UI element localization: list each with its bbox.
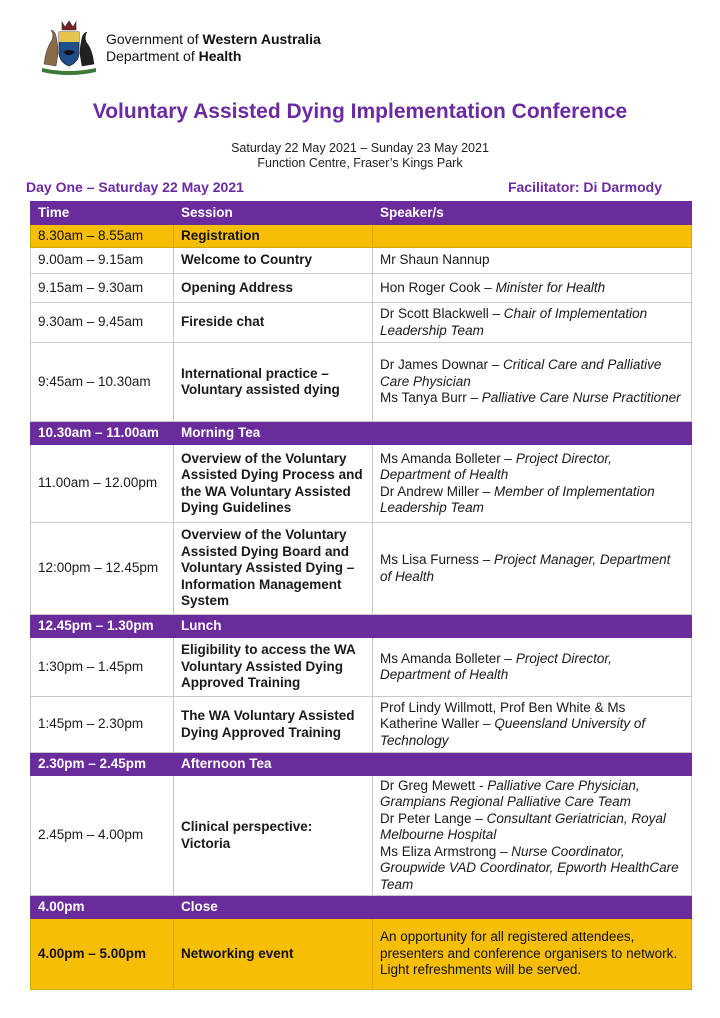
speaker-name: Prof Lindy Willmott, Prof Ben White & Ms Katherine Waller – xyxy=(380,699,626,732)
speaker-entry xyxy=(380,811,684,844)
table-row xyxy=(31,523,692,615)
row-speakers xyxy=(373,919,692,990)
table-row xyxy=(31,896,692,919)
speaker-name: Ms Lisa Furness – xyxy=(380,552,495,567)
row-speakers xyxy=(373,697,692,753)
row-session: The WA Voluntary Assisted Dying Approved Training xyxy=(174,697,373,753)
row-speakers xyxy=(373,638,692,697)
speaker-name: Ms Amanda Bolleter – xyxy=(380,650,516,666)
speaker-name: Ms Eliza Armstrong – xyxy=(380,843,512,859)
speaker-role: Nurse Coordinator, Groupwide VAD Coordinator, Epworth HealthCare Team xyxy=(380,843,679,892)
table-row xyxy=(31,697,692,753)
row-session: Clinical perspective: Victoria xyxy=(174,776,373,896)
page-title: Voluntary Assisted Dying Implementation Conference xyxy=(92,100,628,123)
row-speakers xyxy=(373,776,692,896)
table-row xyxy=(31,615,692,638)
speaker-name: Hon Roger Cook – xyxy=(380,279,496,295)
speaker-role: Palliative Care Physician, Grampians Regional Palliative Care Team xyxy=(380,777,640,810)
speaker-entry xyxy=(380,844,684,894)
row-session: Opening Address xyxy=(174,274,373,303)
table-header-row xyxy=(31,202,692,225)
speaker-role: Project Manager, Department of Health xyxy=(380,552,671,584)
row-speakers xyxy=(373,523,692,615)
org-line1-bold: Western Australia xyxy=(202,31,321,47)
row-time: 12.45pm – 1.30pm xyxy=(31,615,174,638)
speaker-name: Ms Amanda Bolleter – xyxy=(380,450,516,466)
row-speakers xyxy=(373,615,692,638)
row-session: Eligibility to access the WA Voluntary Assisted Dying Approved Training xyxy=(174,638,373,697)
row-speakers xyxy=(373,248,692,274)
row-speakers xyxy=(373,343,692,422)
row-time: 1:45pm – 2.30pm xyxy=(31,697,174,753)
conference-dates: Saturday 22 May 2021 – Sunday 23 May 2021 xyxy=(231,141,489,155)
table-row xyxy=(31,225,692,248)
row-time: 9.30am – 9.45am xyxy=(31,303,174,343)
row-time: 9.00am – 9.15am xyxy=(31,248,174,274)
row-time: 4.00pm xyxy=(31,896,174,919)
table-row xyxy=(31,422,692,445)
row-time: 1:30pm – 1.45pm xyxy=(31,638,174,697)
speaker-role: Minister for Health xyxy=(495,279,606,295)
table-row xyxy=(31,776,692,896)
header-speakers: Speaker/s xyxy=(373,202,692,225)
speaker-role: Project Director, Department of Health xyxy=(380,450,612,482)
speaker-role: Member of Implementation Leadership Team xyxy=(380,483,655,515)
org-name xyxy=(106,31,321,65)
row-speakers xyxy=(373,445,692,523)
day-label: Day One – Saturday 22 May 2021 xyxy=(26,179,244,195)
header-session: Session xyxy=(174,202,373,225)
row-speakers xyxy=(373,422,692,445)
row-session: Afternoon Tea xyxy=(174,753,373,776)
row-time: 4.00pm – 5.00pm xyxy=(31,919,174,990)
table-row xyxy=(31,753,692,776)
networking-refreshments: Light refreshments will be served. xyxy=(380,962,582,978)
header-time: Time xyxy=(31,202,174,225)
row-speakers xyxy=(373,274,692,303)
row-time: 12:00pm – 12.45pm xyxy=(31,523,174,615)
row-time: 9:45am – 10.30am xyxy=(31,343,174,422)
speaker-role: Queensland University of Technology xyxy=(380,716,646,748)
row-time: 2.45pm – 4.00pm xyxy=(31,776,174,896)
table-row xyxy=(31,445,692,523)
speaker-entry xyxy=(380,357,684,390)
row-time: 9.15am – 9.30am xyxy=(31,274,174,303)
row-speakers xyxy=(373,225,692,248)
speaker-name: Dr Peter Lange – xyxy=(380,810,487,826)
speaker-name: Dr James Downar – xyxy=(380,357,504,373)
speaker-role: Critical Care and Palliative Care Physician xyxy=(380,357,662,389)
org-header xyxy=(40,18,321,78)
table-row xyxy=(31,343,692,422)
row-session: Lunch xyxy=(174,615,373,638)
speaker-name: Ms Tanya Burr – xyxy=(380,390,482,406)
row-session: International practice – Voluntary assisted dying xyxy=(174,343,373,422)
row-time: 11.00am – 12.00pm xyxy=(31,445,174,523)
row-speakers xyxy=(373,303,692,343)
row-time: 2.30pm – 2.45pm xyxy=(31,753,174,776)
org-line1-prefix: Government of xyxy=(106,31,203,47)
speaker-role: Palliative Care Nurse Practitioner xyxy=(481,390,681,406)
table-row xyxy=(31,274,692,303)
speaker-role: Project Director, Department of Health xyxy=(380,650,612,682)
row-session: Overview of the Voluntary Assisted Dying Process and the WA Voluntary Assisted Dying Guidelines xyxy=(174,445,373,523)
speaker-entry xyxy=(380,390,684,407)
row-session: Close xyxy=(174,896,373,919)
speaker-role: Chair of Implementation Leadership Team xyxy=(380,306,648,338)
speaker-entry xyxy=(380,451,684,484)
speaker-name: Dr Scott Blackwell – xyxy=(380,306,504,321)
conference-venue: Function Centre, Fraser’s Kings Park xyxy=(257,156,463,170)
table-row xyxy=(31,248,692,274)
speaker-entry xyxy=(380,484,684,517)
org-line2-bold: Health xyxy=(198,48,242,64)
row-session: Fireside chat xyxy=(174,303,373,343)
row-session: Welcome to Country xyxy=(174,248,373,274)
table-row xyxy=(31,919,692,990)
conference-details xyxy=(0,141,720,171)
row-time: 8.30am – 8.55am xyxy=(31,225,174,248)
row-session: Overview of the Voluntary Assisted Dying Board and Voluntary Assisted Dying – Information Management System xyxy=(174,523,373,615)
agenda-table xyxy=(30,201,692,990)
row-session: Registration xyxy=(174,225,373,248)
table-row xyxy=(31,638,692,697)
row-session: Networking event xyxy=(174,919,373,990)
row-session: Morning Tea xyxy=(174,422,373,445)
wa-government-crest-icon xyxy=(40,18,98,78)
speaker-name: Mr Shaun Nannup xyxy=(380,252,490,268)
speaker-name: Dr Greg Mewett - xyxy=(380,777,488,793)
row-time: 10.30am – 11.00am xyxy=(31,422,174,445)
speaker-name: Dr Andrew Miller – xyxy=(380,483,495,499)
speaker-role: Consultant Geriatrician, Royal Melbourne Hospital xyxy=(380,810,666,843)
networking-note: An opportunity for all registered attendees, presenters and conference organisers to network. xyxy=(380,929,678,961)
facilitator-label: Facilitator: Di Darmody xyxy=(507,179,662,195)
speaker-entry xyxy=(380,778,684,811)
row-speakers xyxy=(373,896,692,919)
org-line2-prefix: Department of xyxy=(106,48,199,64)
row-speakers xyxy=(373,753,692,776)
table-row xyxy=(31,303,692,343)
day-row xyxy=(26,179,666,195)
